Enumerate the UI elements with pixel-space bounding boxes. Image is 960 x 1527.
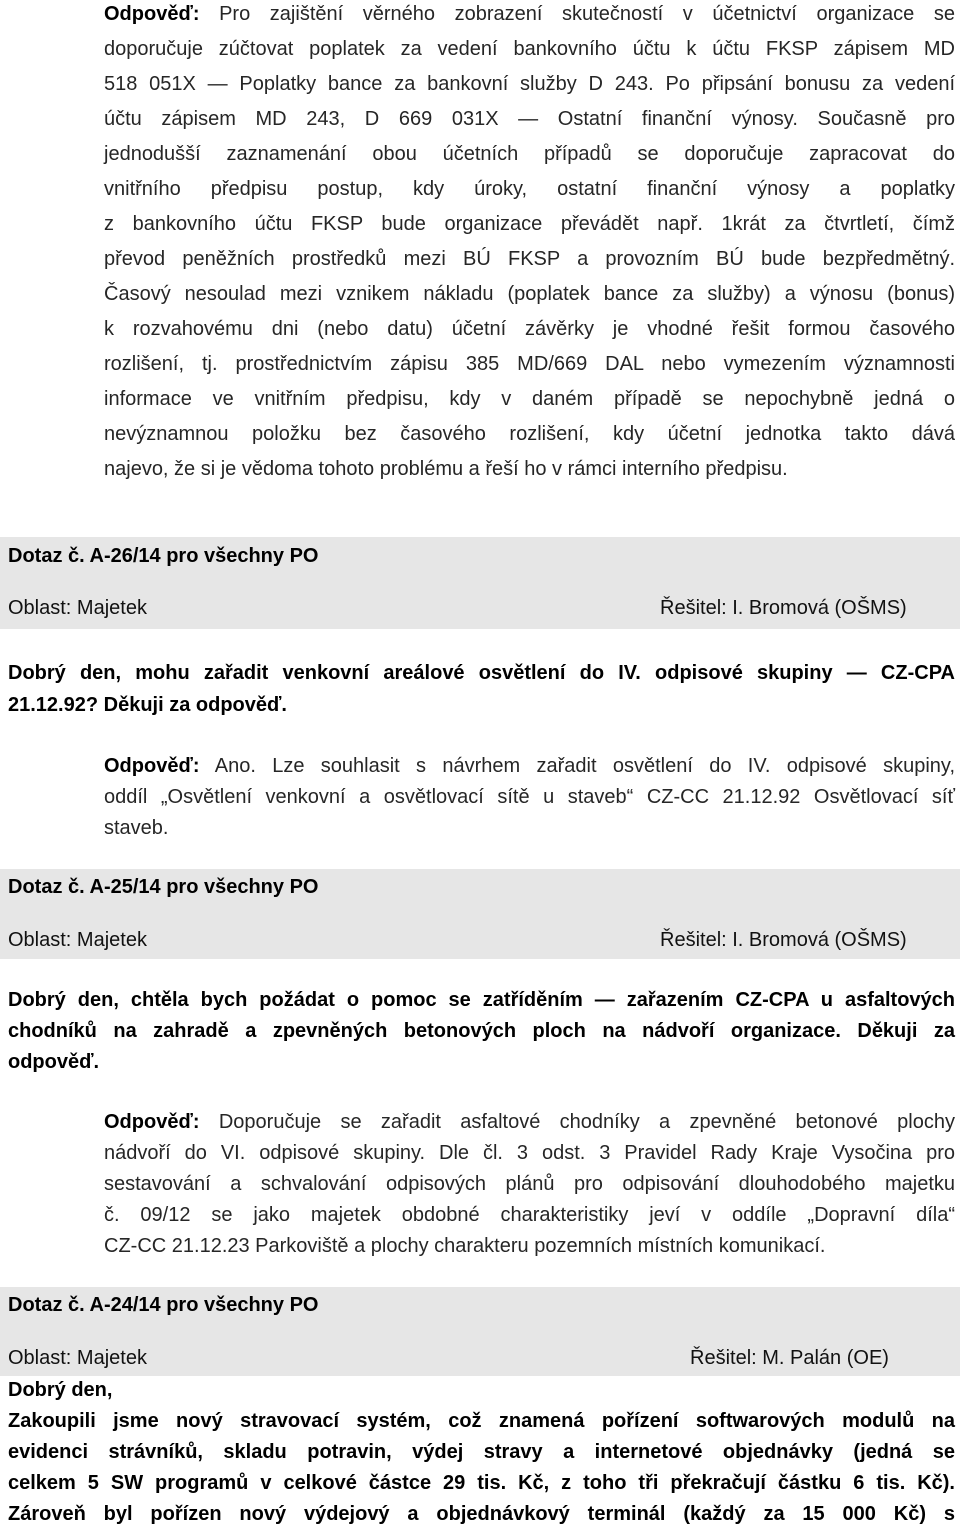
question-line: 21.12.92? Děkuji za odpověď. xyxy=(8,694,287,716)
answer-line: najevo, že si je vědoma tohoto problému a řeší ho v rámci interního předpisu. xyxy=(104,458,788,480)
query-solver: Řešitel: M. Palán (OE) xyxy=(690,1347,889,1369)
query-solver: Řešitel: I. Bromová (OŠMS) xyxy=(660,597,907,619)
question-line: Dobrý den, chtěla bych požádat o pomoc se zatříděním — zařazením CZ-CPA u asfaltových xyxy=(8,989,955,1011)
answer-line: CZ-CC 21.12.23 Parkoviště a plochy charakteru pozemních místních komunikací. xyxy=(104,1235,826,1257)
query-title: Dotaz č. A-25/14 pro všechny PO xyxy=(8,876,319,898)
answer-label: Odpověď: xyxy=(104,3,200,25)
query-title: Dotaz č. A-26/14 pro všechny PO xyxy=(8,545,319,567)
question-paragraph xyxy=(8,1375,955,1527)
question-line: Dobrý den, mohu zařadit venkovní areálové osvětlení do IV. odpisové skupiny — CZ-CPA xyxy=(8,662,955,684)
query-header xyxy=(0,869,960,959)
query-solver: Řešitel: I. Bromová (OŠMS) xyxy=(660,929,907,951)
answer-line: převod peněžních prostředků mezi BÚ FKSP a provozním BÚ bude bezpředmětný. xyxy=(104,248,955,270)
answer-line: nádvoří do VI. odpisové skupiny. Dle čl. 3 odst. 3 Pravidel Rady Kraje Vysočina pro xyxy=(104,1142,955,1164)
answer-line: Časový nesoulad mezi vznikem nákladu (poplatek bance za služby) a výnosu (bonus) xyxy=(104,283,955,305)
answer-text: Pro zajištění věrného zobrazení skutečností v účetnictví organizace se xyxy=(219,3,955,25)
answer-text: Doporučuje se zařadit asfaltové chodníky a zpevněné betonové plochy xyxy=(218,1111,955,1133)
question-paragraph xyxy=(8,985,955,1078)
question-paragraph xyxy=(8,657,955,721)
answer-line: sestavování a schvalování odpisových plánů pro odpisování dlouhodobého majetku xyxy=(104,1173,955,1195)
answer-line: rozlišení, tj. prostřednictvím zápisu 385 MD/669 DAL nebo vymezením významnosti xyxy=(104,353,955,375)
answer-label: Odpověď: xyxy=(104,1111,200,1133)
question-greeting: Dobrý den, xyxy=(8,1379,113,1401)
question-line: evidenci strávníků, skladu potravin, výdej stravy a internetové objednávky (jedná se xyxy=(8,1441,955,1463)
answer-line: oddíl „Osvětlení venkovní a osvětlovací sítě u staveb“ CZ-CC 21.12.92 Osvětlovací síť xyxy=(104,786,955,808)
question-line: Zároveň byl pořízen nový výdejový a objednávkový terminál (každý za 15 000 Kč) s xyxy=(8,1503,955,1525)
query-area: Oblast: Majetek xyxy=(8,1347,147,1369)
answer-line: účtu zápisem MD 243, D 669 031X — Ostatní finanční výnosy. Současně pro xyxy=(104,108,955,130)
query-area: Oblast: Majetek xyxy=(8,929,147,951)
answer-line: staveb. xyxy=(104,817,169,839)
question-line: chodníků na zahradě a zpevněných betonových ploch na nádvoří organizace. Děkuji za xyxy=(8,1020,955,1042)
answer-line xyxy=(104,0,955,32)
answer-line: informace ve vnitřním předpisu, kdy v daném případě se nepochybně jedná o xyxy=(104,388,955,410)
answer-line: vnitřního předpisu postup, kdy úroky, ostatní finanční výnosy a poplatky xyxy=(104,178,955,200)
previous-answer xyxy=(104,0,955,487)
answer-paragraph xyxy=(104,751,955,844)
query-header xyxy=(0,537,960,629)
answer-text: Ano. Lze souhlasit s návrhem zařadit osvětlení do IV. odpisové skupiny, xyxy=(214,755,956,777)
answer-line: č. 09/12 se jako majetek obdobné charakteristiky jeví v oddíle „Dopravní díla“ xyxy=(104,1204,955,1226)
query-header xyxy=(0,1287,960,1376)
question-line: Zakoupili jsme nový stravovací systém, což znamená pořízení softwarových modulů na xyxy=(8,1410,955,1432)
answer-line: k rozvahovému dni (nebo datu) účetní závěrky je vhodné řešit formou časového xyxy=(104,318,955,340)
answer-line xyxy=(104,751,955,782)
answer-line: nevýznamnou položku bez časového rozlišení, kdy účetní jednotka takto dává xyxy=(104,423,955,445)
answer-line: z bankovního účtu FKSP bude organizace převádět např. 1krát za čtvrtletí, čímž xyxy=(104,213,955,235)
answer-line: jednodušší zaznamenání obou účetních případů se doporučuje zapracovat do xyxy=(104,143,955,165)
question-line: celkem 5 SW programů v celkové částce 29 tis. Kč, z toho tři překračují částku 6 tis. Kč). xyxy=(8,1472,955,1494)
answer-line: 518 051X — Poplatky bance za bankovní služby D 243. Po připsání bonusu za vedení xyxy=(104,73,955,95)
query-area: Oblast: Majetek xyxy=(8,597,147,619)
question-line: odpověď. xyxy=(8,1051,100,1073)
answer-line xyxy=(104,1107,955,1138)
answer-label: Odpověď: xyxy=(104,755,200,777)
query-title: Dotaz č. A-24/14 pro všechny PO xyxy=(8,1294,319,1316)
answer-line: doporučuje zúčtovat poplatek za vedení bankovního účtu k účtu FKSP zápisem MD xyxy=(104,38,955,60)
answer-paragraph xyxy=(104,1107,955,1262)
